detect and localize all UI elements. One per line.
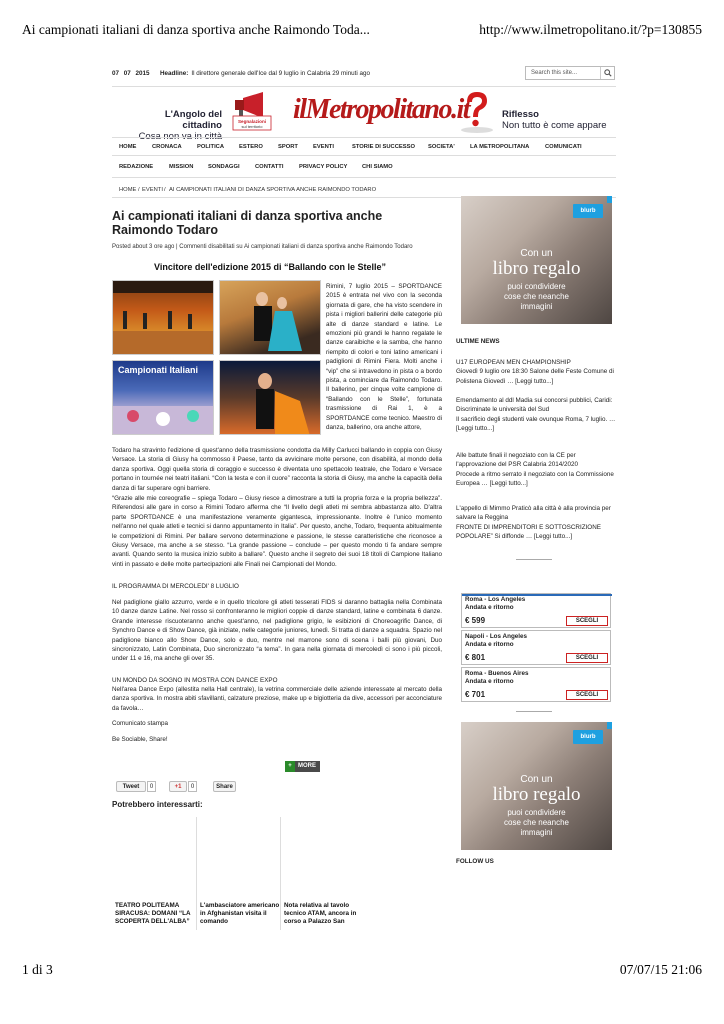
question-mark-icon[interactable]	[456, 90, 498, 134]
flight-route: Roma - Los Angeles	[465, 596, 526, 603]
news-item[interactable]: Emendamento al ddl Madia sui concorsi pubblici, Caridi: Discriminate le università del Sud Il sacrificio degli studenti vale ovunque Roma, 7 luglio. … [Leggi tutto...]	[456, 397, 616, 433]
article-paragraph-1: Todaro ha stravinto l'edizione di quest'anno della trasmissione condotta da Milly Carlucci ballando in coppia con Giusy Versace. La storia di Giusy ha commosso il Paese, tanto da avvicinare molte persone, con disabilità, al mondo della danza sportiva. Oggi quella storia di coraggio e successo è diventata uno spettacolo teatrale, che Todaro e Versace portano in tournée nei teatri italiani. “Con la testa e con il cuore” racconta la storia di Giusy, ma anche la capacità della danza di far superare ogni barriere.	[112, 447, 442, 492]
article-subtitle: Vincitore dell'edizione 2015 di “Ballando con le Stelle”	[154, 262, 387, 272]
search-icon	[604, 69, 612, 77]
ad-line-1: Con un	[520, 774, 553, 785]
flight-type: Andata e ritorno	[465, 604, 514, 611]
ad-line-3: puoi condividere	[507, 282, 566, 291]
flight-offer[interactable]	[461, 630, 611, 665]
ad-line-4: cose che neanche	[504, 292, 569, 301]
print-timestamp: 07/07/15 21:06	[619, 962, 702, 977]
flight-offer[interactable]	[461, 593, 611, 628]
press-release-note: Comunicato stampa	[112, 720, 168, 727]
svg-text:Segnalazioni: Segnalazioni	[237, 119, 267, 124]
nav-mission[interactable]: MISSION	[169, 164, 194, 170]
nav-societa[interactable]: SOCIETA'	[428, 144, 455, 150]
article-photo-dancers[interactable]	[219, 280, 321, 355]
top-bar	[112, 66, 616, 84]
nav-privacy-policy[interactable]: PRIVACY POLICY	[299, 164, 348, 170]
breadcrumb-sep: /	[164, 187, 166, 193]
article-photo-todaro[interactable]	[219, 360, 321, 435]
nav-redazione[interactable]: REDAZIONE	[119, 164, 154, 170]
nav-sondaggi[interactable]: SONDAGGI	[208, 164, 240, 170]
article-paragraph-2: “Grazie alle mie coreografie – spiega Todaro – Giusy riesce a dimostrare a tutti la propria forza e la propria bellezza”. Riferendosi alle gare in corso a Rimini Todaro afferma che “Il livello degli atleti mi sembra abbastanza alto. D'altra parte SPORTDANCE è una manifestazione veramente gigantesca, impressionante. Inoltre è l'unico momento nell'anno nel quale atleti e tecnici si danno appuntamento in Italia”. Per questo, anche, Todaro, frequenta abitualmente le competizioni di Rimini. Per ballare servono determinazione e passione, le stesse caratteristiche che riconosce a Giusy Versace, ma anche a se stesso. “La grande passione – conclude – per questo mondo ti fa andare sempre avanti. Quando sento la musica inizio subito a ballare”. Questo anche il segreto dei suoi 18 titoli di Campione Italiano vinti in passato e delle molte partecipazioni alle Finali nei Campionati del Mondo.	[112, 495, 442, 568]
riflesso-subtitle[interactable]: Non tutto è come appare	[502, 120, 607, 131]
site-logo[interactable]	[293, 94, 470, 130]
divider	[516, 559, 552, 560]
follow-us-heading: FOLLOW US	[456, 858, 494, 865]
tweet-count: 0	[147, 781, 156, 792]
nav-contatti[interactable]: CONTATTI	[255, 164, 284, 170]
be-sociable-label: Be Sociable, Share!	[112, 736, 168, 743]
news-item[interactable]: Alle battute finali il negoziato con la CE per l'approvazione del PSR Calabria 2014/2020 Procede a ritmo serrato il negoziato con la Commissione Europea … [Leggi tutto...]	[456, 452, 614, 488]
article-meta: Posted about 3 ore ago | Commenti disabilitati su Ai campionati italiani di danza sportiva anche Raimondo Todaro	[112, 244, 413, 250]
sidebar-ad-top[interactable]	[461, 196, 612, 324]
section-heading-programma: IL PROGRAMMA DI MERCOLEDI' 8 LUGLIO	[112, 583, 239, 590]
headline-text[interactable]: Il direttore generale dell'Ice dal 9 luglio in Calabria 29 minuti ago	[191, 70, 371, 77]
nav-la-metropolitana[interactable]: LA METROPOLITANA	[470, 144, 530, 150]
google-plus-count: 0	[188, 781, 197, 792]
ad-line-2: libro regalo	[492, 258, 581, 279]
ultime-news-heading: ULTIME NEWS	[456, 338, 500, 345]
article-intro: Rimini, 7 luglio 2015 – SPORTDANCE 2015 è entrata nel vivo con la seconda giornata di gare, che ha visto scendere in pista i migliori ballerini delle categorie più alte di danze standard e latine. Le emozioni più grandi le hanno regalate le danze caraibiche e la samba, che hanno riempito di colori e toni latino americani i padiglioni di Rimini Fiera. Molti anche i “vip” che si intravedono in pista o a bordo pista, a cominciare da Raimondo Todaro. Il ballerino, per cinque volte campione di “Ballando con le Stelle”, fortunata trasmissione di Rai 1, è a SPORTDANCE come tecnico. Maestro di danza, ballerino, ora anche attore,	[326, 283, 442, 432]
share-button[interactable]: Share	[213, 781, 236, 792]
ad-line-5: immagini	[520, 302, 553, 311]
ad-line-1: Con un	[520, 248, 553, 259]
blurb-logo: blurb	[573, 204, 603, 218]
tweet-button[interactable]: Tweet	[116, 781, 146, 792]
related-title[interactable]: L'ambasciatore americano in Afghanistan visita il comando	[200, 902, 280, 925]
flight-offer[interactable]	[461, 667, 611, 702]
nav-chi-siamo[interactable]: CHI SIAMO	[362, 164, 393, 170]
angolo-subtitle[interactable]: Cosa non va in città	[138, 131, 222, 142]
flight-type: Andata e ritorno	[465, 641, 514, 648]
svg-text:sul territorio: sul territorio	[241, 124, 263, 129]
nav-eventi[interactable]: EVENTI	[313, 144, 334, 150]
article-paragraph-programma: Nel padiglione giallo azzurro, verde e in quello tricolore gli atleti tesserati FIDS si daranno battaglia nella Combinata 10 danze danze Latine. Nel rosso si confronteranno le migliori coppie di danze standard, latine e combinata 6 danze. Grande interesse riscuoteranno anche quest'anno, nel padiglione grigio, le esibizioni di Choreoagrific Dance, di Synchro Dance e di Show Dance, già iniziate, nelle categorie juniores, lunedì. Si tratta di danze a squadra. Spazio nel padiglione bianco allo Show Dance, solo e duo, mentre nel marrone sono di scena i balli più giovani, Duo sincronizzato, Latin Combinata, Duo sincronizzato “a tema”. In gara nella giornata di mercoledì ci sono i più piccoli, under 11 e 16, ma anche gli over 35.	[112, 599, 442, 663]
page-number: 1 di 3	[22, 962, 53, 977]
flight-price: € 801	[465, 653, 486, 662]
news-item[interactable]: L'appello di Mimmo Praticò alla città è alla provincia per salvare la Reggina FRONTE DI IMPRENDITORI E SOTTOSCRIZIONE POPOLARE” Si diffonde … [Leggi tutto...]	[456, 505, 611, 541]
blurb-logo: blurb	[573, 730, 603, 744]
flight-route: Napoli - Los Angeles	[465, 633, 528, 640]
more-label: MORE	[298, 763, 316, 769]
search-placeholder[interactable]: Search this site...	[531, 70, 578, 76]
related-title[interactable]: TEATRO POLITEAMA SIRACUSA: DOMANI “LA SCOPERTA DELL'ALBA”	[115, 902, 191, 925]
angolo-title[interactable]: L'Angolo del cittadino	[164, 109, 222, 131]
breadcrumb-sep: /	[138, 187, 140, 193]
divider	[112, 86, 616, 87]
ad-info-icon[interactable]	[607, 196, 612, 203]
nav-storie-di-successo[interactable]: STORIE DI SUCCESSO	[352, 144, 416, 150]
megaphone-icon[interactable]	[229, 92, 277, 132]
nav-comunicati[interactable]: COMUNICATI	[545, 144, 582, 150]
plus-icon: +	[285, 761, 295, 772]
print-title: Ai campionati italiani di danza sportiva anche Raimondo Toda...	[22, 22, 370, 37]
nav-home[interactable]: HOME	[119, 144, 137, 150]
scegli-button[interactable]: SCEGLI	[566, 690, 608, 700]
logo-text[interactable]: ilMetropolitano.it	[293, 94, 470, 125]
search-input[interactable]	[525, 66, 615, 80]
breadcrumb-home[interactable]: HOME	[119, 187, 137, 193]
ad-line-5: immagini	[520, 828, 553, 837]
nav-cronaca[interactable]: CRONACA	[152, 144, 182, 150]
related-item[interactable]	[196, 817, 280, 930]
riflesso-title[interactable]: Riflesso	[502, 109, 539, 120]
article-title: Ai campionati italiani di danza sportiva anche Raimondo Todaro	[112, 209, 383, 237]
breadcrumb-eventi[interactable]: EVENTI	[142, 187, 163, 193]
flight-route: Roma - Buenos Aires	[465, 670, 529, 677]
more-share-button[interactable]	[285, 761, 320, 772]
article-photo-stage[interactable]	[112, 280, 214, 355]
date: 07 07 2015	[112, 70, 150, 77]
article-photo-campionati[interactable]	[112, 360, 214, 435]
scegli-button[interactable]: SCEGLI	[566, 653, 608, 663]
news-item[interactable]: U17 EUROPEAN MEN CHAMPIONSHIP Giovedì 9 luglio ore 18:30 Salone delle Feste Comune di Polistena Giovedì … [Leggi tutto...]	[456, 359, 614, 385]
print-url: http://www.ilmetropolitano.it/?p=130855	[479, 22, 702, 37]
ad-line-2: libro regalo	[492, 784, 581, 805]
related-item[interactable]	[280, 817, 368, 930]
riflesso-link[interactable]	[502, 109, 612, 131]
flight-type: Andata e ritorno	[465, 678, 514, 685]
nav-estero[interactable]: ESTERO	[239, 144, 263, 150]
related-item[interactable]	[112, 817, 196, 930]
flight-ad	[461, 593, 611, 703]
search-button[interactable]	[600, 67, 614, 79]
main-nav	[112, 137, 616, 156]
section-heading-mostra: UN MONDO DA SOGNO IN MOSTRA CON DANCE EXPO	[112, 677, 278, 684]
headline-label: Headline:	[160, 70, 189, 77]
print-header	[22, 22, 702, 38]
ad-info-icon[interactable]	[607, 722, 612, 729]
secondary-nav	[112, 158, 616, 178]
article-paragraph-mostra: Nell'area Dance Expo (allestita nella Hall centrale), la vetrina commerciale delle aziende interessate al mercato della danza sportiva. In mostra abiti sfavillanti, calzature preziose, make up e bigiotteria da dive, accessori per acconciature da favola…	[112, 686, 442, 712]
ad-line-3: puoi condividere	[507, 808, 566, 817]
flight-price: € 701	[465, 690, 486, 699]
photo-caption: Campionati Italiani	[118, 365, 199, 375]
breadcrumb-current: AI CAMPIONATI ITALIANI DI DANZA SPORTIVA ANCHE RAIMONDO TODARO	[169, 187, 377, 193]
nav-politica[interactable]: POLITICA	[197, 144, 225, 150]
nav-sport[interactable]: SPORT	[278, 144, 298, 150]
google-plus-button[interactable]: +1	[169, 781, 187, 792]
scegli-button[interactable]: SCEGLI	[566, 616, 608, 626]
share-buttons	[112, 781, 242, 793]
flight-price: € 599	[465, 616, 486, 625]
divider	[516, 711, 552, 712]
ad-line-4: cose che neanche	[504, 818, 569, 827]
sidebar-ad-bottom[interactable]	[461, 722, 612, 850]
related-title[interactable]: Nota relativa al tavolo tecnico ATAM, ancora in corso a Palazzo San	[284, 902, 357, 925]
headline-ticker[interactable]	[160, 70, 370, 77]
related-heading: Potrebbero interessarti:	[112, 800, 203, 809]
